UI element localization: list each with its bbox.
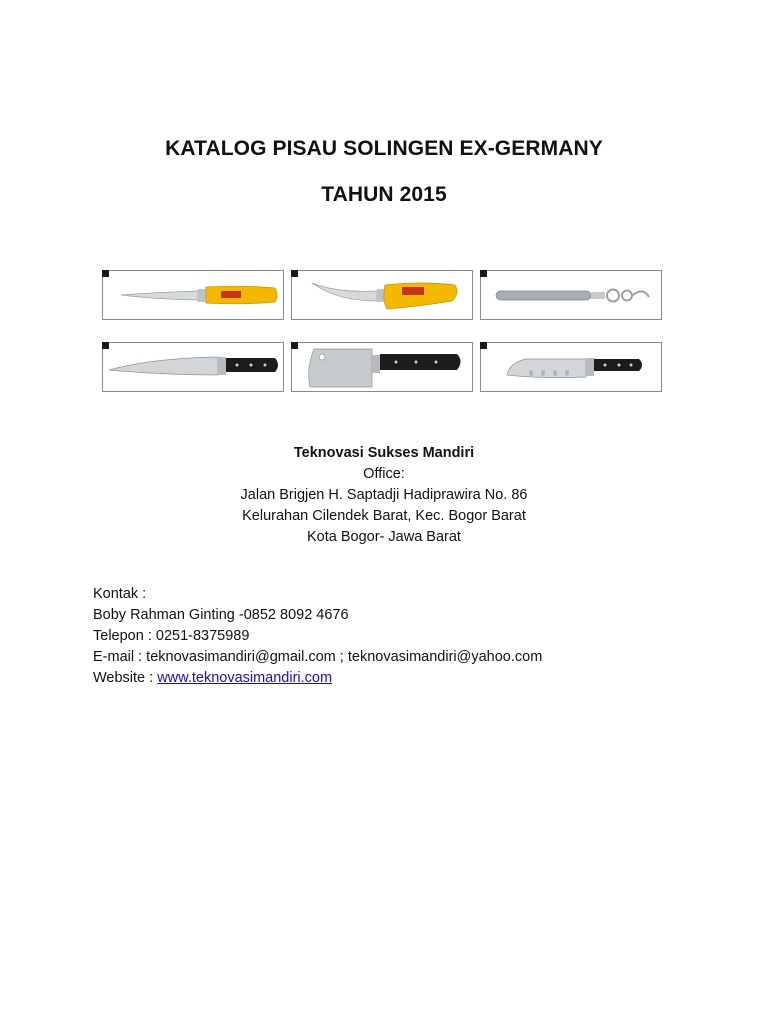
product-card — [291, 270, 473, 320]
website-label: Website : — [93, 670, 158, 686]
address-line-3: Kota Bogor- Jawa Barat — [307, 529, 461, 545]
contact-phone: Telepon : 0251-8375989 — [93, 628, 250, 644]
company-name: Teknovasi Sukses Mandiri — [293, 445, 475, 461]
company-address — [0, 443, 768, 548]
contact-heading: Kontak : — [93, 586, 147, 602]
contact-person: Boby Rahman Ginting -0852 8092 4676 — [93, 607, 349, 623]
document-title: KATALOG PISAU SOLINGEN EX-GERMANY — [165, 137, 603, 160]
chef-knife-black-icon — [103, 343, 283, 391]
product-card — [480, 342, 662, 392]
santoku-knife-black-icon — [481, 343, 661, 391]
cleaver-black-icon — [292, 343, 472, 391]
product-card — [480, 270, 662, 320]
product-card — [291, 342, 473, 392]
contact-website — [93, 668, 542, 689]
address-line-2: Kelurahan Cilendek Barat, Kec. Bogor Barat — [242, 508, 526, 524]
sharpening-steel-icon — [481, 271, 661, 319]
address-line-1: Jalan Brigjen H. Saptadji Hadiprawira No. 86 — [240, 487, 528, 503]
boning-knife-yellow-icon — [103, 271, 283, 319]
document-subtitle: TAHUN 2015 — [321, 183, 447, 206]
contact-block — [93, 584, 542, 689]
curved-boning-knife-yellow-icon — [292, 271, 472, 319]
office-label: Office: — [363, 466, 405, 482]
website-link[interactable]: www.teknovasimandiri.com — [157, 670, 333, 686]
product-card — [102, 270, 284, 320]
contact-email: E-mail : teknovasimandiri@gmail.com ; teknovasimandiri@yahoo.com — [93, 649, 543, 665]
product-card — [102, 342, 284, 392]
